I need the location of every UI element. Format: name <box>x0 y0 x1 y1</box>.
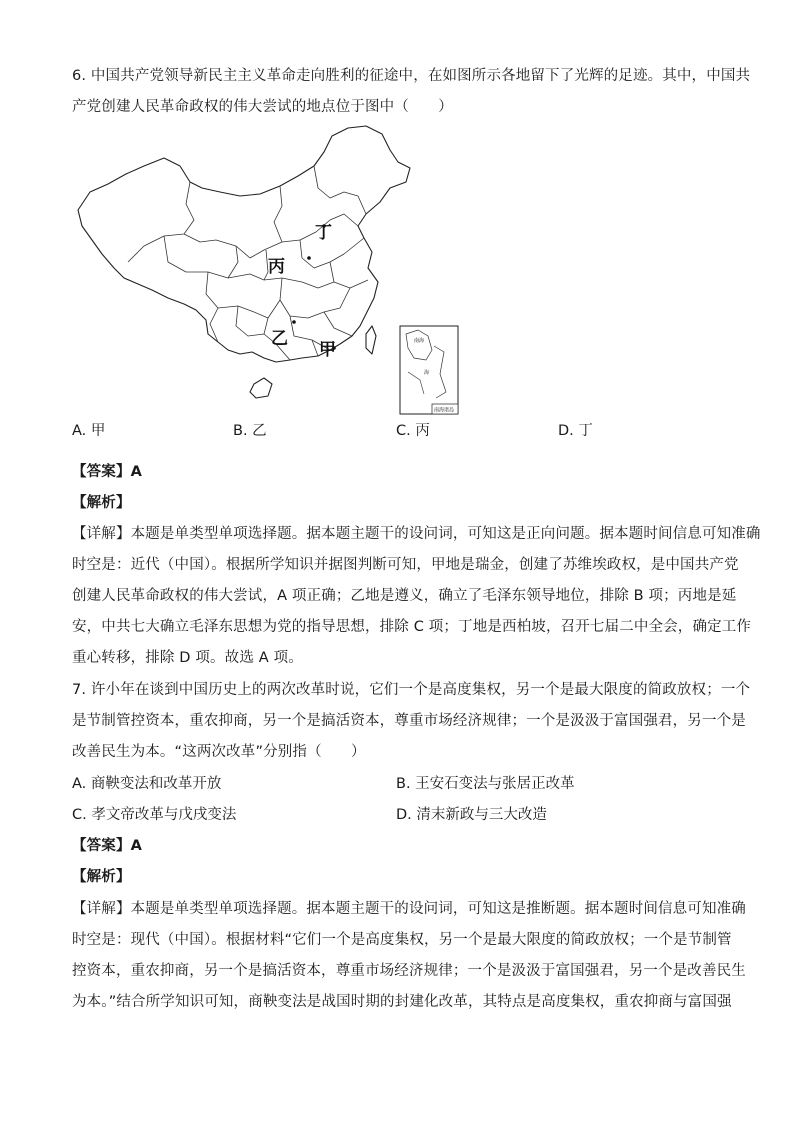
q6-detail-line-3: 创建人民革命政权的伟大尝试，A 项正确；乙地是遵义，确立了毛泽东领导地位，排除 B 项；丙地是延 <box>72 588 737 604</box>
q7-stem-line-3: 改善民生为本。“这两次改革”分别指（ ） <box>72 744 366 760</box>
map-outline <box>78 126 410 362</box>
q7-detail-line-1: 【详解】本题是单类型单项选择题。据本题主题干的设问词，可知这是推断题。据本题时间信息可知准确 <box>72 901 746 917</box>
q7-option-b: B. 王安石变法与张居正改革 <box>396 776 575 792</box>
q7-stem-line-2: 是节制管控资本，重农抑商，另一个是搞活资本，尊重市场经济规律；一个是汲汲于富国强君，另一个是 <box>72 713 746 729</box>
map-label-jia: 甲 <box>319 340 336 360</box>
q6-answer: 【答案】A <box>72 464 142 480</box>
q7-option-a: A. 商鞅变法和改革开放 <box>72 776 222 792</box>
map-taiwan <box>366 326 376 354</box>
inset-label-a: 南海 <box>414 338 425 344</box>
q7-stem-line-1: 7. 许小年在谈到中国历史上的两次改革时说，它们一个是高度集权，另一个是最大限度的简政放权；一个 <box>72 682 751 698</box>
inset-label-b: 海 <box>424 370 430 376</box>
q7-detail-line-2: 时空是：现代（中国）。根据材料“它们一个是高度集权，另一个是最大限度的简政放权；一个是节制管 <box>72 932 732 948</box>
q7-option-d: D. 清末新政与三大改造 <box>396 807 547 823</box>
china-map <box>68 122 468 422</box>
inset-title: 南海诸岛 <box>434 407 455 414</box>
q6-stem-line-1: 6. 中国共产党领导新民主主义革命走向胜利的征途中，在如图所示各地留下了光辉的足迹。其中，中国共 <box>72 68 751 84</box>
q6-detail-line-5: 重心转移，排除 D 项。故选 A 项。 <box>72 650 303 666</box>
q6-detail-line-2: 时空是：近代（中国）。根据所学知识并据图判断可知，甲地是瑞金，创建了苏维埃政权，是中国共产党 <box>72 557 739 573</box>
q6-option-a: A. 甲 <box>72 423 106 439</box>
q7-answer: 【答案】A <box>72 838 142 854</box>
q7-analysis-heading: 【解析】 <box>72 869 131 885</box>
map-label-yi: 乙 <box>271 329 288 349</box>
q6-analysis-heading: 【解析】 <box>72 495 131 511</box>
q6-option-d: D. 丁 <box>558 423 593 439</box>
map-label-bing: 丙 <box>268 257 285 277</box>
q7-detail-line-4: 为本。”结合所学知识可知，商鞅变法是战国时期的封建化改革，其特点是高度集权，重农抑商与富国强 <box>72 994 732 1010</box>
map-hainan <box>250 378 272 398</box>
south-china-sea-inset <box>400 326 458 414</box>
q6-option-c: C. 丙 <box>396 423 430 439</box>
q6-detail-line-4: 安，中共七大确立毛泽东思想为党的指导思想，排除 C 项；丁地是西柏坡，召开七届二中全会，确定工作 <box>72 619 752 635</box>
map-label-ding: 丁 <box>315 223 332 243</box>
q6-stem-line-2: 产党创建人民革命政权的伟大尝试的地点位于图中（ ） <box>72 99 453 115</box>
q7-detail-line-3: 控资本，重农抑商，另一个是搞活资本，尊重市场经济规律；一个是汲汲于富国强君，另一个是改善民生 <box>72 963 746 979</box>
q7-option-c: C. 孝文帝改革与戊戌变法 <box>72 807 237 823</box>
q6-option-b: B. 乙 <box>233 423 267 439</box>
q6-detail-line-1: 【详解】本题是单类型单项选择题。据本题主题干的设问词，可知这是正向问题。据本题时间信息可知准确 <box>72 526 761 542</box>
